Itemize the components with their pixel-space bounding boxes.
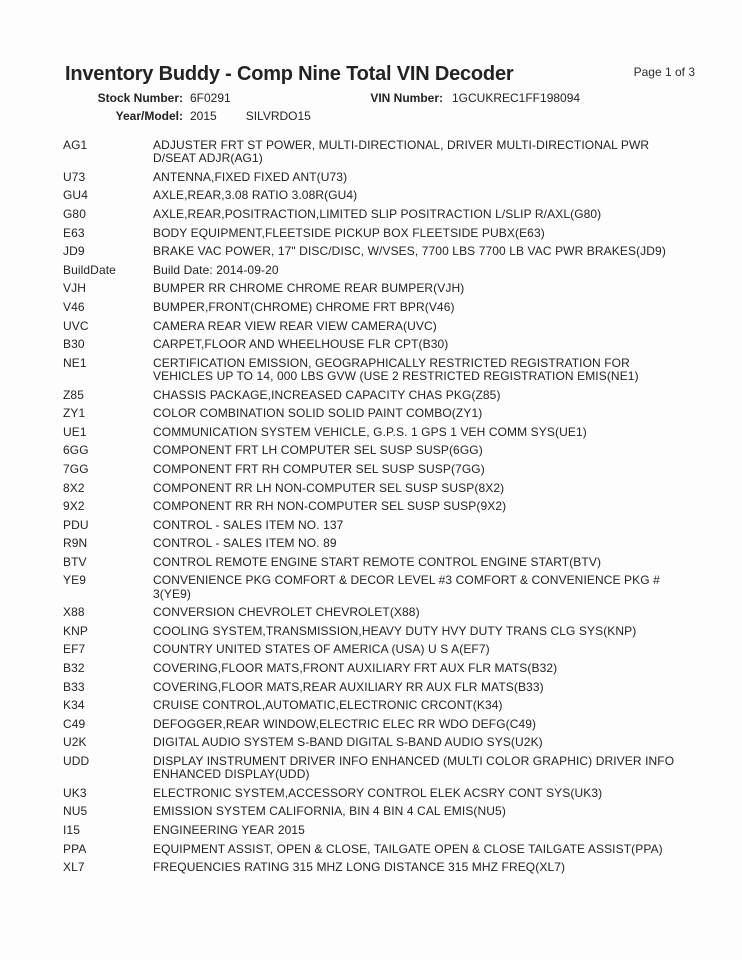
option-row: [63, 574, 695, 600]
option-row: [63, 556, 695, 569]
option-row: [63, 463, 695, 476]
option-description-line: Build Date: 2014-09-20: [153, 262, 279, 277]
option-row: [63, 718, 695, 731]
option-description: [153, 320, 437, 333]
option-code: B32: [63, 661, 85, 676]
option-description: [153, 805, 506, 818]
option-row: [63, 606, 695, 619]
option-description-line: 3(YE9): [153, 586, 191, 601]
option-code: GU4: [63, 188, 88, 203]
option-code: YE9: [63, 573, 86, 588]
option-description: [153, 537, 337, 550]
option-description-line: COVERING,FLOOR MATS,REAR AUXILIARY RR AUX FLR MATS(B33): [153, 679, 544, 694]
option-code: KNP: [63, 623, 88, 638]
option-code: K34: [63, 698, 85, 713]
option-row: [63, 208, 695, 221]
option-row: [63, 643, 695, 656]
option-description: [153, 208, 601, 221]
option-code: EF7: [63, 642, 86, 657]
option-description: [153, 301, 455, 314]
option-row: [63, 519, 695, 532]
option-description: [153, 556, 601, 569]
option-description-line: COLOR COMBINATION SOLID SOLID PAINT COMBO(ZY1): [153, 406, 483, 421]
option-code: I15: [63, 823, 80, 837]
option-row: [63, 407, 695, 420]
option-row: [63, 500, 695, 513]
option-code: 7GG: [63, 461, 89, 476]
option-description-line: CHASSIS PACKAGE,INCREASED CAPACITY CHAS PKG(Z85): [153, 387, 501, 402]
option-row: [63, 625, 695, 638]
option-description: [153, 357, 639, 383]
option-code: VJH: [63, 281, 86, 296]
option-description-line: D/SEAT ADJR(AG1): [153, 151, 263, 166]
option-description: [153, 824, 305, 837]
option-row: [63, 389, 695, 402]
vehicle-info-fields: [63, 91, 695, 124]
stock-vin-row: [63, 91, 695, 106]
option-row: [63, 482, 695, 495]
option-description: [153, 139, 649, 165]
option-code: AG1: [63, 138, 88, 152]
option-description: [153, 426, 587, 439]
option-row: [63, 171, 695, 184]
model-value: SILVRDO15: [245, 109, 311, 123]
option-description: [153, 574, 660, 600]
option-description-line: COOLING SYSTEM,TRANSMISSION,HEAVY DUTY HVY DUTY TRANS CLG SYS(KNP): [153, 623, 637, 638]
option-description: [153, 519, 343, 532]
option-description: [153, 861, 565, 874]
option-description: [153, 171, 347, 184]
option-description: [153, 482, 504, 495]
option-code: 9X2: [63, 499, 85, 514]
vin-options-list: [63, 139, 695, 874]
option-description-line: COMMUNICATION SYSTEM VEHICLE, G.P.S. 1 GPS 1 VEH COMM SYS(UE1): [153, 424, 587, 439]
option-code: BuildDate: [63, 262, 116, 277]
option-description: [153, 718, 536, 731]
option-description: [153, 282, 464, 295]
page-title: Inventory Buddy - Comp Nine Total VIN Decoder: [65, 63, 514, 85]
option-code: XL7: [63, 860, 85, 875]
option-description: [153, 662, 557, 675]
option-code: X88: [63, 605, 85, 620]
report-header: [63, 62, 695, 86]
option-row: [63, 755, 695, 781]
option-code: U73: [63, 169, 86, 184]
option-description: [153, 606, 420, 619]
option-row: [63, 245, 695, 258]
option-description-line: CERTIFICATION EMISSION, GEOGRAPHICALLY RESTRICTED REGISTRATION FOR: [153, 355, 630, 370]
option-description: [153, 463, 485, 476]
option-description-line: CAMERA REAR VIEW REAR VIEW CAMERA(UVC): [153, 318, 437, 333]
option-row: [63, 426, 695, 439]
option-description-line: AXLE,REAR,POSITRACTION,LIMITED SLIP POSITRACTION L/SLIP R/AXL(G80): [153, 206, 602, 221]
option-code: PDU: [63, 517, 89, 532]
option-description-line: BODY EQUIPMENT,FLEETSIDE PICKUP BOX FLEETSIDE PUBX(E63): [153, 225, 545, 240]
option-code: BTV: [63, 554, 87, 569]
option-description: [153, 245, 666, 258]
option-description-line: CRUISE CONTROL,AUTOMATIC,ELECTRONIC CRCONT(K34): [153, 698, 503, 713]
option-code: R9N: [63, 536, 88, 551]
option-code: E63: [63, 225, 85, 240]
option-description-line: CARPET,FLOOR AND WHEELHOUSE FLR CPT(B30): [153, 337, 449, 352]
option-description: [153, 338, 448, 351]
stock-number-label: Stock Number:: [97, 91, 183, 105]
option-description: [153, 681, 544, 694]
option-code: PPA: [63, 841, 87, 856]
option-description-line: ENGINEERING YEAR 2015: [153, 823, 305, 837]
option-code: B30: [63, 337, 85, 352]
option-description: [153, 500, 506, 513]
year-value: 2015: [190, 109, 217, 123]
vin-number-label: VIN Number:: [370, 91, 443, 105]
option-row: [63, 282, 695, 295]
option-row: [63, 699, 695, 712]
option-row: [63, 139, 695, 165]
option-description-line: ADJUSTER FRT ST POWER, MULTI-DIRECTIONAL, DRIVER MULTI-DIRECTIONAL PWR: [153, 138, 650, 152]
option-description-line: DISPLAY INSTRUMENT DRIVER INFO ENHANCED (MULTI COLOR GRAPHIC) DRIVER INFO: [153, 754, 675, 769]
option-code: UK3: [63, 785, 87, 800]
option-row: [63, 805, 695, 818]
option-description-line: CONTROL - SALES ITEM NO. 137: [153, 517, 344, 532]
option-description: [153, 699, 503, 712]
option-row: [63, 357, 695, 383]
vin-number-value: 1GCUKREC1FF198094: [452, 91, 581, 105]
option-description: [153, 264, 279, 277]
option-row: [63, 787, 695, 800]
option-code: NU5: [63, 804, 88, 819]
option-description: [153, 736, 543, 749]
option-description-line: EMISSION SYSTEM CALIFORNIA, BIN 4 BIN 4 CAL EMIS(NU5): [153, 804, 506, 819]
option-code: V46: [63, 299, 85, 314]
option-description: [153, 625, 636, 638]
option-description-line: EQUIPMENT ASSIST, OPEN & CLOSE, TAILGATE OPEN & CLOSE TAILGATE ASSIST(PPA): [153, 841, 663, 856]
option-description-line: ANTENNA,FIXED FIXED ANT(U73): [153, 169, 348, 184]
option-description-line: DIGITAL AUDIO SYSTEM S-BAND DIGITAL S-BAND AUDIO SYS(U2K): [153, 735, 543, 750]
option-code: U2K: [63, 735, 87, 750]
option-description-line: BRAKE VAC POWER, 17" DISC/DISC, W/VSES, 7700 LBS 7700 LB VAC PWR BRAKES(JD9): [153, 244, 666, 259]
option-description-line: COMPONENT FRT RH COMPUTER SEL SUSP SUSP(7GG): [153, 461, 485, 476]
option-row: [63, 843, 695, 856]
option-row: [63, 736, 695, 749]
option-code: 6GG: [63, 443, 89, 458]
option-description-line: CONTROL REMOTE ENGINE START REMOTE CONTROL ENGINE START(BTV): [153, 554, 602, 569]
option-description-line: BUMPER,FRONT(CHROME) CHROME FRT BPR(V46): [153, 299, 455, 314]
option-code: UVC: [63, 318, 89, 333]
year-model-label: Year/Model:: [115, 109, 183, 123]
option-row: [63, 227, 695, 240]
option-description: [153, 843, 663, 856]
option-description-line: FREQUENCIES RATING 315 MHZ LONG DISTANCE 315 MHZ FREQ(XL7): [153, 860, 566, 875]
option-row: [63, 861, 695, 874]
option-description-line: CONVERSION CHEVROLET CHEVROLET(X88): [153, 605, 420, 620]
option-row: [63, 338, 695, 351]
option-code: UDD: [63, 754, 90, 769]
stock-number-value: 6F0291: [190, 91, 231, 105]
option-code: B33: [63, 679, 85, 694]
option-description-line: ENHANCED DISPLAY(UDD): [153, 767, 310, 782]
option-code: G80: [63, 206, 86, 221]
option-description-line: CONVENIENCE PKG COMFORT & DECOR LEVEL #3 COMFORT & CONVENIENCE PKG #: [153, 573, 660, 588]
option-row: [63, 264, 695, 277]
option-description: [153, 227, 545, 240]
year-model-row: [63, 109, 695, 124]
option-row: [63, 320, 695, 333]
option-code: NE1: [63, 355, 87, 370]
option-code: C49: [63, 716, 86, 731]
option-code: JD9: [63, 244, 85, 259]
option-description-line: CONTROL - SALES ITEM NO. 89: [153, 536, 337, 551]
option-description-line: BUMPER RR CHROME CHROME REAR BUMPER(VJH): [153, 281, 465, 296]
option-description: [153, 755, 674, 781]
option-description-line: DEFOGGER,REAR WINDOW,ELECTRIC ELEC RR WDO DEFG(C49): [153, 716, 537, 731]
option-description: [153, 643, 490, 656]
option-description-line: ELECTRONIC SYSTEM,ACCESSORY CONTROL ELEK ACSRY CONT SYS(UK3): [153, 785, 603, 800]
option-description-line: COUNTRY UNITED STATES OF AMERICA (USA) U S A(EF7): [153, 642, 490, 657]
option-code: UE1: [63, 424, 87, 439]
option-row: [63, 189, 695, 202]
option-code: ZY1: [63, 406, 86, 421]
option-row: [63, 824, 695, 837]
option-description: [153, 407, 482, 420]
option-description: [153, 787, 602, 800]
option-description-line: COVERING,FLOOR MATS,FRONT AUXILIARY FRT AUX FLR MATS(B32): [153, 661, 558, 676]
option-description-line: COMPONENT RR RH NON-COMPUTER SEL SUSP SUSP(9X2): [153, 499, 507, 514]
option-row: [63, 301, 695, 314]
option-description: [153, 444, 483, 457]
option-code: Z85: [63, 387, 84, 402]
option-description-line: COMPONENT RR LH NON-COMPUTER SEL SUSP SUSP(8X2): [153, 480, 505, 495]
option-row: [63, 662, 695, 675]
option-row: [63, 537, 695, 550]
page-number-indicator: Page 1 of 3: [633, 65, 695, 79]
option-description: [153, 389, 501, 402]
option-description-line: VEHICLES UP TO 14, 000 LBS GVW (USE 2 RESTRICTED REGISTRATION EMIS(NE1): [153, 368, 639, 383]
option-description-line: AXLE,REAR,3.08 RATIO 3.08R(GU4): [153, 188, 358, 203]
option-row: [63, 681, 695, 694]
option-description: [153, 189, 357, 202]
option-description-line: COMPONENT FRT LH COMPUTER SEL SUSP SUSP(6GG): [153, 443, 483, 458]
option-code: 8X2: [63, 480, 85, 495]
option-row: [63, 444, 695, 457]
